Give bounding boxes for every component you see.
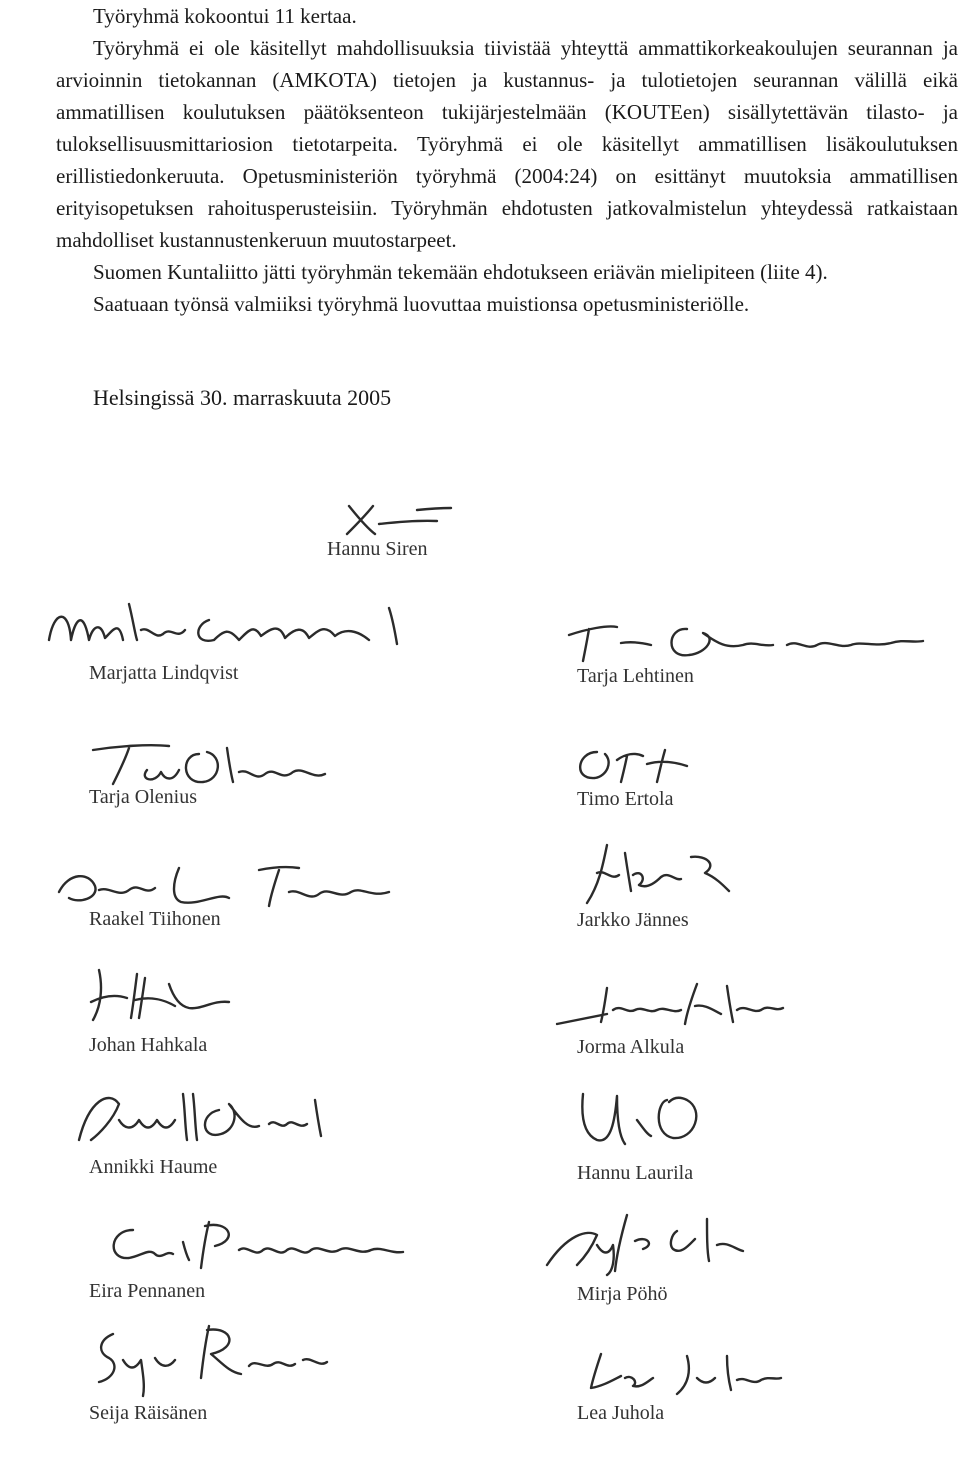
signatory-name: Lea Juhola <box>577 1402 665 1424</box>
signature-block-right-1 <box>577 615 957 725</box>
signature-eira-pennanen <box>89 1220 409 1270</box>
signature-block-left-2 <box>89 740 469 850</box>
signature-block-right-2 <box>577 740 957 850</box>
signature-johan-hahkala <box>89 970 349 1030</box>
signature-tarja-olenius <box>89 740 389 790</box>
signatory-name: Mirja Pöhö <box>577 1283 668 1305</box>
paragraph-handover: Saatuaan työnsä valmiiksi työryhmä luovuttaa muistionsa opetusministeriölle. <box>93 292 750 316</box>
signature-jarkko-jannes <box>577 845 817 905</box>
signatory-name: Raakel Tiihonen <box>89 908 221 930</box>
signature-block-right-6 <box>577 1215 957 1325</box>
signature-hannu-siren <box>327 498 527 538</box>
signature-block-chair <box>327 498 707 608</box>
signature-annikki-haume <box>89 1090 389 1150</box>
signature-block-right-4 <box>577 980 957 1090</box>
signature-block-left-1 <box>89 600 469 710</box>
signatory-name: Eira Pennanen <box>89 1280 206 1302</box>
signatory-name: Tarja Lehtinen <box>577 665 694 687</box>
meeting-count-line: Työryhmä kokoontui 11 kertaa. <box>93 4 357 28</box>
signature-marjatta-lindqvist <box>89 600 469 670</box>
signatory-name: Jarkko Jännes <box>577 909 689 931</box>
signature-block-right-7 <box>577 1350 957 1460</box>
signature-mirja-poho <box>577 1215 797 1275</box>
signature-tarja-lehtinen <box>577 615 937 665</box>
signature-hannu-laurila <box>577 1090 797 1160</box>
signatory-name: Jorma Alkula <box>577 1036 685 1058</box>
place-and-date: Helsingissä 30. marraskuuta 2005 <box>93 385 392 410</box>
signatory-name: Hannu Siren <box>327 538 428 560</box>
signatory-name: Tarja Olenius <box>89 786 198 808</box>
signature-jorma-alkula <box>577 980 857 1030</box>
paragraph-dissent: Suomen Kuntaliitto jätti työryhmän tekemään ehdotukseen eriävän mielipiteen (liite 4). <box>93 260 828 284</box>
signature-timo-ertola <box>577 740 777 790</box>
paragraph-scope: Työryhmä ei ole käsitellyt mahdollisuuksia tiivistää yhteyttä ammattikorkeakoulujen seurannan ja arvioinnin tietokannan (AMKOTA) tietojen ja kustannus- ja tulotietojen seurannan välillä eikä ammatillisen koulutuksen päätöksenteon tukijärjestelmään (KOUTEen) sisällytettävän tilasto- ja tuloksellisuusmittariosion tietotarpeita. Työryhmä ei ole käsitellyt ammatillisen lisäkoulutuksen erillistiedonkeruuta. Opetusministeriön työryhmä (2004:24) on esittänyt muutoksia ammatillisen erityisopetuksen rahoitusperusteisiin. Työryhmän ehdotusten jatkovalmistelun yhteydessä ratkaistaan mahdolliset kustannustenkeruun muutostarpeet. <box>56 36 958 252</box>
signatory-name: Seija Räisänen <box>89 1402 208 1424</box>
signatory-name: Hannu Laurila <box>577 1162 694 1184</box>
signature-block-left-3 <box>89 862 469 972</box>
signatory-name: Marjatta Lindqvist <box>89 662 239 684</box>
signatory-name: Johan Hahkala <box>89 1034 208 1056</box>
signatory-name: Timo Ertola <box>577 788 674 810</box>
signature-block-left-5 <box>89 1090 469 1200</box>
signature-raakel-tiihonen <box>89 862 409 912</box>
body-text <box>56 0 958 320</box>
signature-block-left-6 <box>89 1220 469 1330</box>
signature-block-right-5 <box>577 1090 957 1200</box>
signature-block-right-3 <box>577 845 957 955</box>
signature-seija-raisanen <box>89 1330 369 1400</box>
signatory-name: Annikki Haume <box>89 1156 218 1178</box>
signature-lea-juhola <box>577 1350 797 1400</box>
signature-block-left-4 <box>89 970 469 1080</box>
signature-block-left-7 <box>89 1330 469 1440</box>
